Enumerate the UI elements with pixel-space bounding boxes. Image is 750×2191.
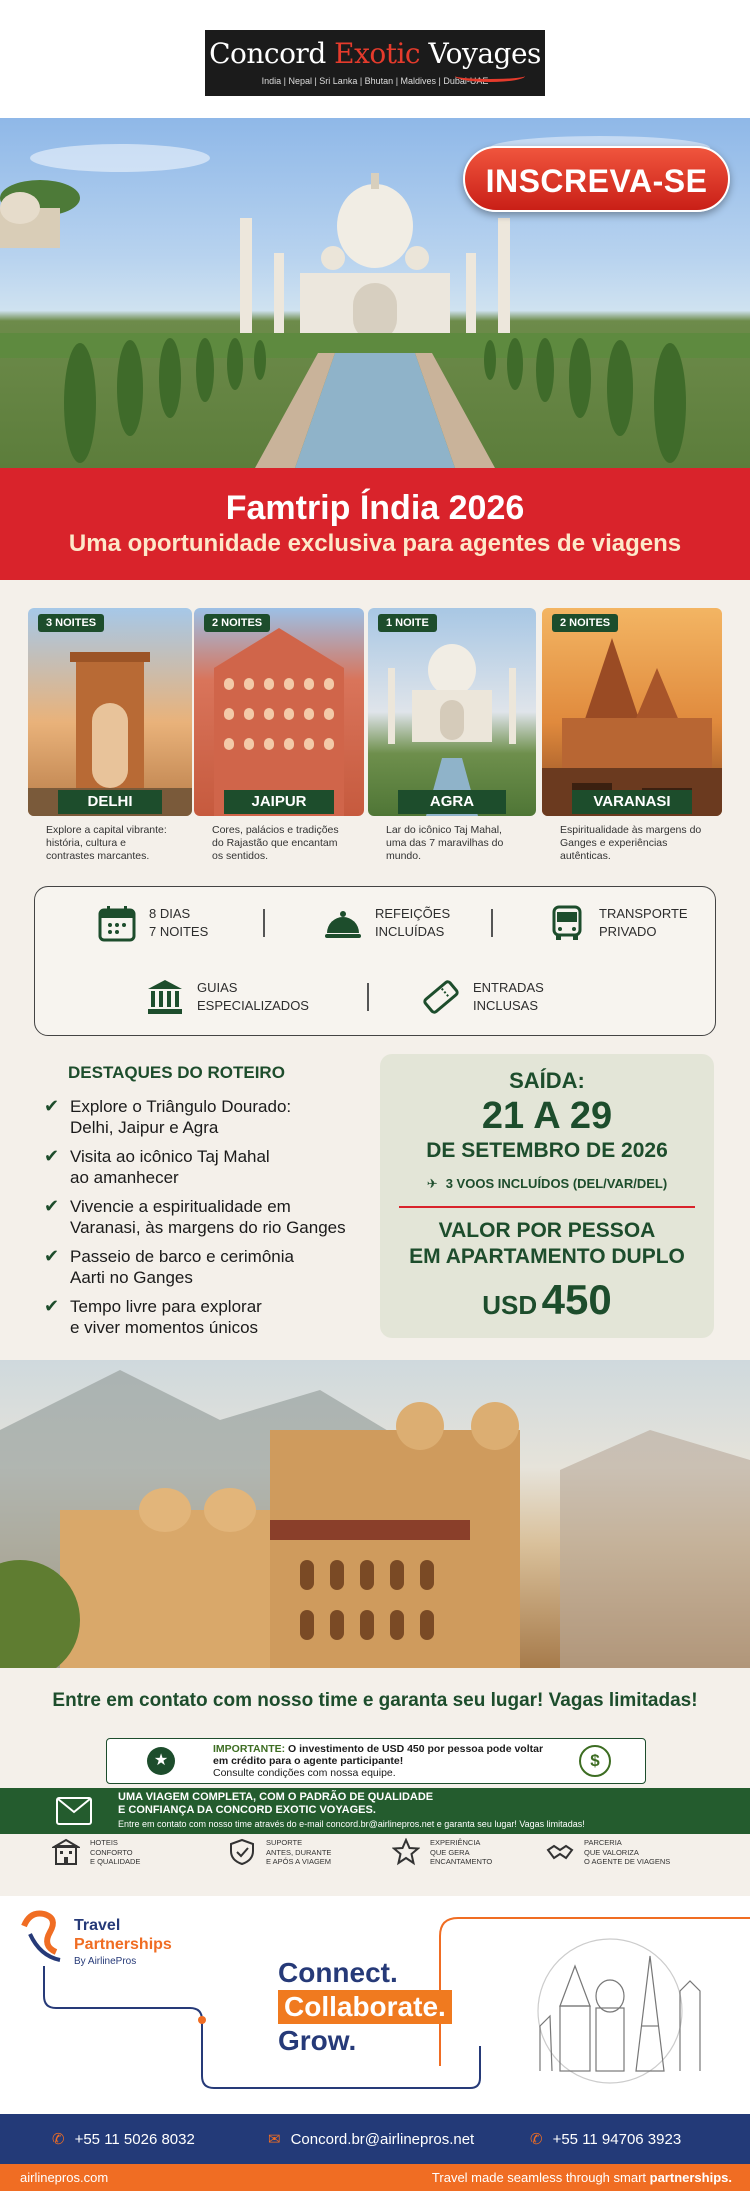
footer (0, 2164, 750, 2191)
divider (263, 909, 265, 937)
contact-cta: Entre em contato com nosso time e garanta seu lugar! Vagas limitadas! (52, 1690, 698, 1711)
destination-cards (28, 608, 722, 870)
package-features (34, 886, 716, 1036)
varanasi-ghat-illustration (542, 608, 722, 816)
destination-card-delhi[interactable] (28, 608, 192, 863)
calendar-icon (97, 903, 137, 943)
flights-text: 3 VOOS INCLUÍDOS (DEL/VAR/DEL) (445, 1176, 668, 1191)
star-icon: ★ (147, 1747, 175, 1775)
header (0, 0, 750, 118)
phone-contact-1[interactable] (52, 2130, 195, 2148)
mail-icon: ✉ (268, 2131, 281, 2148)
logo-swoosh (455, 70, 525, 82)
feature-nights: 7 NOITES (149, 924, 209, 939)
page-subtitle: Uma oportunidade exclusiva para agentes de viagens (68, 530, 682, 557)
benefit-line: ENCANTAMENTO (430, 1857, 493, 1866)
list-item (42, 1146, 382, 1188)
destination-card-varanasi[interactable] (542, 608, 722, 863)
partner-name-l2: Partnerships (74, 1936, 172, 1953)
important-note (106, 1738, 646, 1784)
list-item (42, 1246, 382, 1288)
city-label: AGRA (398, 790, 506, 814)
bus-icon (547, 903, 587, 943)
important-label: IMPORTANTE: (213, 1743, 286, 1755)
benefit-experience (392, 1838, 492, 1867)
agra-image (368, 608, 536, 816)
feature-meals-l1: REFEIÇÕES (375, 906, 451, 921)
highlight-line: Aarti no Ganges (70, 1268, 193, 1287)
departure-price-box (380, 1054, 714, 1338)
feature-guides (145, 977, 309, 1017)
city-label: DELHI (58, 790, 162, 814)
benefit-line: QUE VALORIZA (584, 1847, 639, 1857)
nights-badge: 3 NOITES (38, 614, 104, 632)
slogan-grow: Grow. (278, 2025, 357, 2056)
price-label (380, 1218, 714, 1270)
logo-destinations: India | Nepal | Sri Lanka | Bhutan | Maldives | Dubai-UAE (261, 76, 489, 86)
highlight-line: Passeio de barco e cerimônia (70, 1247, 294, 1266)
feature-meals-l2: INCLUÍDAS (375, 924, 445, 939)
handshake-icon (546, 1838, 574, 1866)
feature-guides-l1: GUIAS (197, 980, 238, 995)
check-icon: ✔ (44, 1196, 60, 1216)
feature-days: 8 DIAS (149, 906, 191, 921)
hero-taj-mahal-image (0, 118, 750, 468)
phone-number: +55 11 5026 8032 (74, 2130, 195, 2148)
important-body: O investimento de USD 450 por pessoa pode voltar em crédito para o agente participante! (213, 1743, 544, 1767)
partner-byline: By AirlinePros (74, 1956, 137, 1967)
benefit-line: CONFORTO (90, 1847, 133, 1857)
travel-partnerships-logo[interactable] (74, 1916, 172, 1954)
departure-label: SAÍDA: (509, 1068, 585, 1093)
benefit-line: ANTES, DURANTE (266, 1847, 332, 1857)
price-amount: 450 (541, 1275, 612, 1323)
email-contact[interactable] (268, 2130, 474, 2148)
world-landmarks-sketch (538, 1939, 700, 2083)
phone-icon: ✆ (52, 2131, 65, 2148)
highlight-line: Vivencie a espiritualidade em (70, 1197, 291, 1216)
benefit-partnership (546, 1838, 670, 1867)
slogan-collaborate: Collaborate. (278, 1990, 452, 2024)
title-band (0, 468, 750, 580)
highlights-list (42, 1096, 382, 1346)
logo-text-accent: Exotic (334, 37, 421, 70)
list-item (42, 1096, 382, 1138)
quality-statement (118, 1791, 433, 1817)
ticket-icon (421, 977, 461, 1017)
fort-illustration (0, 1360, 750, 1668)
feature-transport-l2: PRIVADO (599, 924, 657, 939)
destination-description: Cores, palácios e tradições do Rajastão que encantam os sentidos. (212, 824, 339, 862)
benefits-row (0, 1836, 750, 1876)
divider (399, 1206, 695, 1208)
price-currency: USD (482, 1289, 538, 1320)
phone-contact-2[interactable] (530, 2130, 681, 2148)
partner-name-l1: Travel (74, 1917, 121, 1934)
departure-dates: 21 A 29 (481, 1095, 613, 1137)
quality-line-2: E CONFIANÇA DA CONCORD EXOTIC VOYAGES. (118, 1804, 376, 1816)
tagline-text: Travel made seamless through smart (431, 2170, 650, 2185)
city-label: VARANASI (572, 790, 692, 814)
mail-envelope-shape (58, 1799, 90, 1823)
benefit-line: E QUALIDADE (90, 1857, 141, 1866)
tagline-bold: partnerships. (649, 2170, 732, 2185)
destination-description: Espiritualidade às margens do Ganges e experiências autênticas. (560, 824, 702, 862)
city-label: JAIPUR (224, 790, 334, 814)
price-label-l1: VALOR POR PESSOA (438, 1218, 656, 1242)
destination-description: Explore a capital vibrante: história, cultura e contrastes marcantes. (46, 824, 167, 862)
highlight-line: Tempo livre para explorar (70, 1297, 262, 1316)
phone-icon: ✆ (530, 2131, 543, 2148)
footer-tagline (432, 2170, 732, 2185)
highlight-line: Delhi, Jaipur e Agra (70, 1118, 219, 1137)
shield-check-icon (228, 1838, 256, 1866)
benefit-line: PARCERIA (584, 1838, 622, 1847)
amber-fort-image (0, 1360, 750, 1668)
list-item (42, 1296, 382, 1338)
delhi-image (28, 608, 192, 816)
check-icon: ✔ (44, 1296, 60, 1316)
feature-duration (97, 903, 208, 943)
slogan (278, 1956, 452, 2058)
feature-guides-l2: ESPECIALIZADOS (197, 998, 309, 1013)
feature-tickets-l2: INCLUSAS (473, 998, 539, 1013)
hotel-icon (52, 1838, 80, 1866)
list-item (42, 1196, 382, 1238)
check-icon: ✔ (44, 1246, 60, 1266)
important-text (213, 1743, 553, 1779)
dollar-icon: $ (579, 1745, 611, 1777)
feature-transport-l1: TRANSPORTE (599, 906, 688, 921)
taj-mahal-small-illustration (368, 608, 536, 816)
benefit-line: QUE GERA (430, 1847, 470, 1857)
benefit-support (228, 1838, 331, 1867)
divider (367, 983, 369, 1011)
mail-icon (56, 1797, 92, 1825)
cloche-icon (323, 903, 363, 943)
concord-logo[interactable] (205, 30, 545, 96)
check-icon: ✔ (44, 1096, 60, 1116)
feature-tickets-l1: ENTRADAS (473, 980, 544, 995)
destination-card-jaipur[interactable] (194, 608, 364, 863)
varanasi-image (542, 608, 722, 816)
feature-tickets (421, 977, 544, 1017)
benefit-line: EXPERIÊNCIA (430, 1838, 481, 1847)
nights-badge: 2 NOITES (204, 614, 270, 632)
feature-transport (547, 903, 688, 943)
highlight-line: Varanasi, às margens do rio Ganges (70, 1218, 346, 1237)
quality-line-1: UMA VIAGEM COMPLETA, COM O PADRÃO DE QUALIDADE (118, 1791, 434, 1803)
star-outline-icon (392, 1838, 420, 1866)
jaipur-image (194, 608, 364, 816)
slogan-connect: Connect. (278, 1957, 398, 1988)
highlight-line: e viver momentos únicos (70, 1318, 259, 1337)
website-link[interactable]: airlinepros.com (20, 2170, 109, 2185)
departure-month: DE SETEMBRO DE 2026 (426, 1139, 668, 1162)
important-footnote: Consulte condições com nossa equipe. (213, 1767, 396, 1779)
benefit-line: E APÓS A VIAGEM (266, 1857, 332, 1866)
destination-description: Lar do icônico Taj Mahal, uma das 7 maravilhas do mundo. (386, 824, 504, 862)
benefit-line: SUPORTE (266, 1838, 303, 1847)
india-gate-illustration (28, 608, 192, 816)
nights-badge: 2 NOITES (552, 614, 618, 632)
flights-included (380, 1176, 714, 1192)
airplane-icon: ✈ (426, 1176, 438, 1191)
hawa-mahal-illustration (194, 608, 364, 816)
price-label-l2: EM APARTAMENTO DUPLO (409, 1244, 685, 1268)
travel-partnerships-section (0, 1896, 750, 2114)
page-title: Famtrip Índia 2026 (225, 489, 525, 527)
quality-band (0, 1788, 750, 1834)
highlight-line: Explore o Triângulo Dourado: (70, 1097, 292, 1116)
destination-card-agra[interactable] (368, 608, 536, 863)
phone-number: +55 11 94706 3923 (552, 2130, 682, 2148)
feature-meals (323, 903, 450, 943)
benefit-hotels (52, 1838, 140, 1867)
contact-bar (0, 2114, 750, 2164)
highlight-line: ao amanhecer (70, 1168, 179, 1187)
check-icon: ✔ (44, 1146, 60, 1166)
email-invitation[interactable]: Entre em contato com nosso time através do e-mail concord.br@airlinepros.net e garanta seu lugar! Vagas limitadas! (118, 1819, 585, 1829)
email-address: Concord.br@airlinepros.net (290, 2130, 475, 2148)
logo-text-prefix: Concord (209, 37, 335, 70)
price-value (380, 1276, 714, 1324)
nights-badge: 1 NOITE (378, 614, 437, 632)
logo-text-suffix: Voyages (420, 37, 541, 70)
benefit-line: O AGENTE DE VIAGENS (584, 1857, 671, 1866)
divider (491, 909, 493, 937)
inscreva-se-button[interactable]: INSCREVA-SE (463, 146, 730, 212)
highlights-title: DESTAQUES DO ROTEIRO (68, 1063, 285, 1082)
benefit-line: HOTEIS (90, 1838, 118, 1847)
highlight-line: Visita ao icônico Taj Mahal (70, 1147, 270, 1166)
museum-icon (145, 977, 185, 1017)
